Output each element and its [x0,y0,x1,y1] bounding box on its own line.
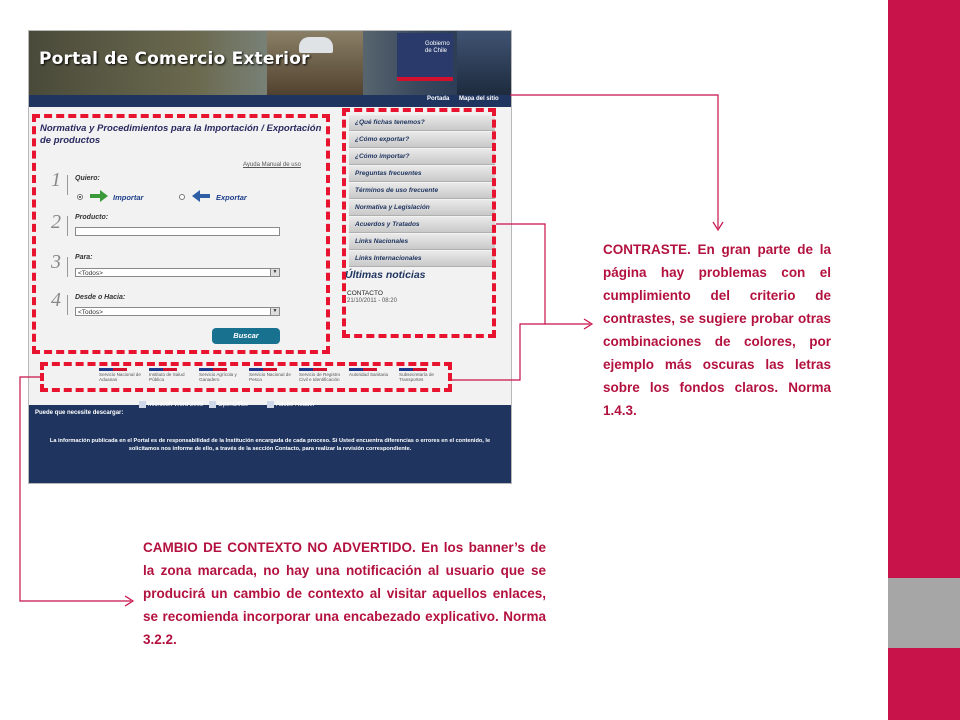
banner-label: Servicio Nacional de Pesca [249,372,291,382]
menu-item-links-nacionales[interactable]: Links Nacionales [349,234,495,250]
banner-label: Autoridad Sanitaria [349,372,389,377]
step-label-para: Para: [75,254,93,261]
contrast-annotation: CONTRASTE. En gran parte de la página hay problemas con el cumplimiento del criterio de contrastes, se sugiere probar otras combinaciones de colores, por ejemplo más oscuras las letras sobre los fondos claros. Norma 1.4.3. [603,242,831,418]
context-change-annotation: CAMBIO DE CONTEXTO NO ADVERTIDO. En los banner’s de la zona marcada, no hay una notificación al usuario que se producirá un cambio de contexto al visitar aquellos enlaces, se recomienda incorporar una encabezado explicativo. Norma 3.2.2. [143,540,546,647]
step-number-4: 4 [51,289,61,311]
gobierno-logo-text: Gobierno de Chile [425,41,450,54]
chevron-down-icon: ▼ [270,269,279,276]
news-title: Últimas noticias [345,269,426,281]
nav-link-portada[interactable]: Portada [427,96,450,102]
menu-item-links-internacionales[interactable]: Links Internacionales [349,251,495,267]
menu-item-normativa[interactable]: Normativa y Legislación [349,200,495,216]
help-link-ayuda[interactable]: Ayuda [243,162,260,168]
download-adobe-label: Adobe Reader [276,402,315,409]
banner-label: Servicio Nacional de Aduanas [99,372,141,382]
menu-item-preguntas[interactable]: Preguntas frecuentes [349,166,495,182]
news-item-date: 21/10/2011 - 08:20 [347,298,397,304]
menu-item-como-importar[interactable]: ¿Cómo importar? [349,149,495,165]
step-label-producto: Producto: [75,214,109,221]
menu-item-terminos[interactable]: Términos de uso frecuente [349,183,495,199]
step-number-1: 1 [51,169,61,191]
help-link-manual[interactable]: Manual de uso [261,162,301,168]
downloads-title: Puede que necesite descargar: [35,410,124,416]
banner-label: Instituto de Salud Pública [149,372,185,382]
step-number-3: 3 [51,251,61,273]
desde-hacia-select-value: <Todos> [78,309,103,316]
banner-label: Servicio de Registro Civil e Identificación [299,372,341,382]
step-number-2: 2 [51,211,61,233]
step-label-quiero: Quiero: [75,175,100,182]
banner-label: Servicio Agrícola y Ganadero [199,372,237,382]
para-select-value: <Todos> [78,270,103,277]
download-openoffice-label: OpenOffice [218,402,249,409]
portal-title: Portal de Comercio Exterior [39,49,310,69]
label-exportar[interactable]: Exportar [216,193,247,202]
label-importar[interactable]: Importar [113,193,144,202]
chevron-down-icon: ▼ [270,308,279,315]
news-item-title[interactable]: CONTACTO [347,290,383,297]
form-title: Normativa y Procedimientos para la Importación / Exportación de productos [40,123,322,146]
nav-link-mapa-del-sitio[interactable]: Mapa del sitio [459,96,499,102]
menu-item-fichas[interactable]: ¿Qué fichas tenemos? [349,115,495,131]
menu-item-acuerdos[interactable]: Acuerdos y Tratados [349,217,495,233]
step-label-desde-hacia: Desde o Hacia: [75,294,126,301]
banner-label: Subsecretaría de Transportes [399,372,434,382]
download-word-label: Microsoft Word 2003 [148,402,204,409]
buscar-button[interactable]: Buscar [212,328,280,344]
footer-disclaimer: La información publicada en el Portal es de responsabilidad de la Institución encargada de cada proceso. Si Usted encuentra diferencias o errores en el contenido, le solicitamos nos informe de ello, a través de la sección Contacto, para realizar la revisión correspondiente. [49,438,491,452]
menu-item-como-exportar[interactable]: ¿Cómo exportar? [349,132,495,148]
